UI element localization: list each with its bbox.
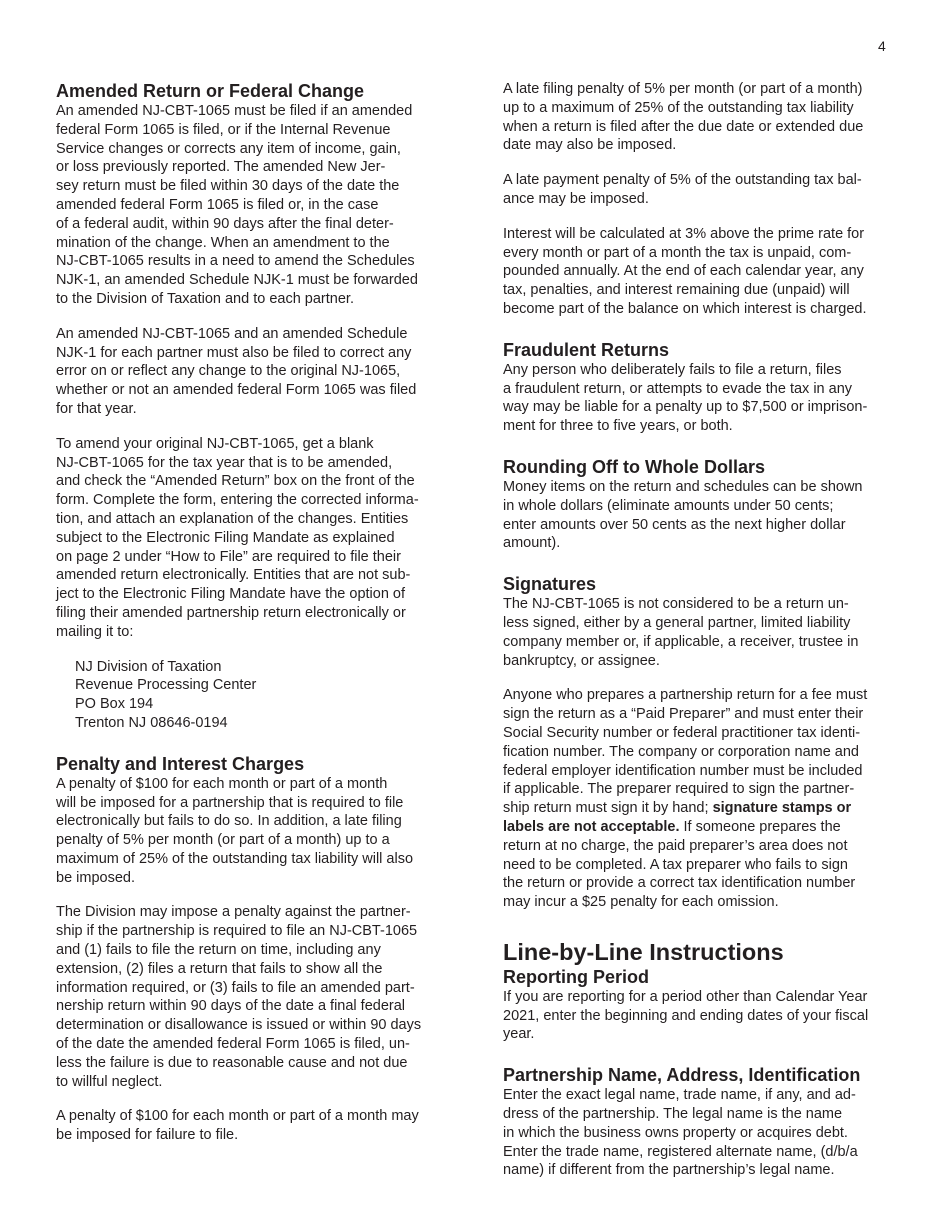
interest-paragraph: Interest will be calculated at 3% above the prime rate for every month or part of a month the tax is unpaid, com- pounded annually. At the end of each calendar year, any tax, penalties, and interest remaining due (unpaid) will become part of the balance on which interest is charged. [503, 225, 867, 317]
signatures-paragraph-2 [503, 686, 895, 912]
fraudulent-returns-heading: Fraudulent Returns [503, 339, 670, 360]
late-filing-paragraph: A late filing penalty of 5% per month (or part of a month) up to a maximum of 25% of the outstanding tax liability when a return is filed after the due date or extended due date may also be imposed. [503, 81, 864, 154]
reporting-period-heading: Reporting Period [503, 966, 650, 987]
left-column [56, 80, 448, 1161]
fraudulent-returns-paragraph: Any person who deliberately fails to file a return, files a fraudulent return, or attempts to evade the tax in any way may be liable for a penalty up to $7,500 or imprison- ment for three to five years, or both. [503, 361, 868, 435]
reporting-period-paragraph: If you are reporting for a period other than Calendar Year 2021, enter the beginning and ending dates of your fiscal year. [503, 988, 869, 1043]
penalty-paragraph-3: A penalty of $100 for each month or part of a month may be imposed for failure to file. [56, 1108, 419, 1144]
signatures-text-b: If someone prepares the return at no charge, the paid preparer’s area does not need to be completed. A tax preparer who fails to sign the return or provide a correct tax identification number may incur a $25 penalty for each omission. [503, 818, 856, 911]
amended-return-heading: Amended Return or Federal Change [56, 81, 365, 101]
signatures-heading: Signatures [503, 574, 597, 595]
right-column [503, 80, 895, 1196]
signatures-bold-text: signature stamps or labels are not acceptable. [503, 800, 852, 835]
mailing-address: NJ Division of Taxation Revenue Processing Center PO Box 194 Trenton NJ 08646-0194 [75, 658, 257, 731]
signatures-paragraph-1: The NJ-CBT-1065 is not considered to be a return un- less signed, either by a general partner, limited liability company member or, if applicable, a receiver, trustee in bankruptcy, or assignee. [503, 596, 859, 669]
partnership-name-paragraph: Enter the exact legal name, trade name, if any, and ad- dress of the partnership. The legal name is the name in which the business owns property or acquires debt. Enter the trade name, registered alternate name, (d/b/a name) if different from the partnership’s legal name. [503, 1087, 858, 1179]
late-payment-paragraph: A late payment penalty of 5% of the outstanding tax bal- ance may be imposed. [503, 172, 862, 207]
penalty-heading: Penalty and Interest Charges [56, 753, 305, 774]
penalty-paragraph-2: The Division may impose a penalty against the partner- ship if the partnership is required to file an NJ-CBT-1065 and (1) fails to file the return on time, including any extension, (2) files a return that fails to show all the information required, or (3) fails to file an amended part- nership return within 90 days of the date a final federal determination or disallowance is issued or within 90 days of the date the amended federal Form 1065 is filed, un- less the failure is due to reasonable cause and not due to willful neglect. [56, 904, 422, 1090]
amended-paragraph-3: To amend your original NJ-CBT-1065, get a blank NJ-CBT-1065 for the tax year that is to be amended, and check the “Amended Return” box on the front of the form. Complete the form, entering the corrected informa- tion, and attach an explanation of the changes. Entities subject to the Electronic Filing Mandate as explained on page 2 under “How to File” are required to file their amended return electronically. Entities that are not sub- ject to the Electronic Filing Mandate have the option of filing their amended partnership return electronically or mailing it to: [56, 435, 419, 640]
amended-paragraph-1: An amended NJ-CBT-1065 must be filed if an amended federal Form 1065 is filed, or if the Internal Revenue Service changes or corrects any item of income, gain, or loss previously reported. The amended New Jer- sey return must be filed within 30 days of the date the amended federal Form 1065 is filed or, in the case of a federal audit, within 90 days after the final deter- mination of the change. When an amendment to the NJ-CBT-1065 results in a need to amend the Schedules NJK-1, an amended Schedule NJK-1 must be forwarded to the Division of Taxation and to each partner. [56, 103, 418, 307]
line-by-line-heading: Line-by-Line Instructions [503, 938, 784, 965]
partnership-name-heading: Partnership Name, Address, Identification [503, 1065, 861, 1086]
rounding-heading: Rounding Off to Whole Dollars [503, 456, 765, 477]
penalty-paragraph-1: A penalty of $100 for each month or part of a month will be imposed for a partnership that is required to file electronically but fails to do so. In addition, a late filing penalty of 5% per month (or part of a month) up to a maximum of 25% of the outstanding tax liability will also be imposed. [56, 775, 414, 886]
rounding-paragraph: Money items on the return and schedules can be shown in whole dollars (eliminate amounts under 50 cents; enter amounts over 50 cents as the next higher dollar amount). [503, 478, 863, 552]
amended-paragraph-2: An amended NJ-CBT-1065 and an amended Schedule NJK-1 for each partner must also be filed to correct any error on or reflect any change to the original NJ-1065, whether or not an amended federal Form 1065 was filed for that year. [56, 325, 417, 417]
page-number: 4 [878, 38, 886, 54]
signatures-text-a: Anyone who prepares a partnership return for a fee must sign the return as a “Paid Preparer” and must enter their Social Security number or federal practitioner tax identi- fication number. The company or corporation name and federal employer identification number must be included if applicable. The preparer required to sign the partner- ship return must sign it by hand; [503, 687, 868, 817]
